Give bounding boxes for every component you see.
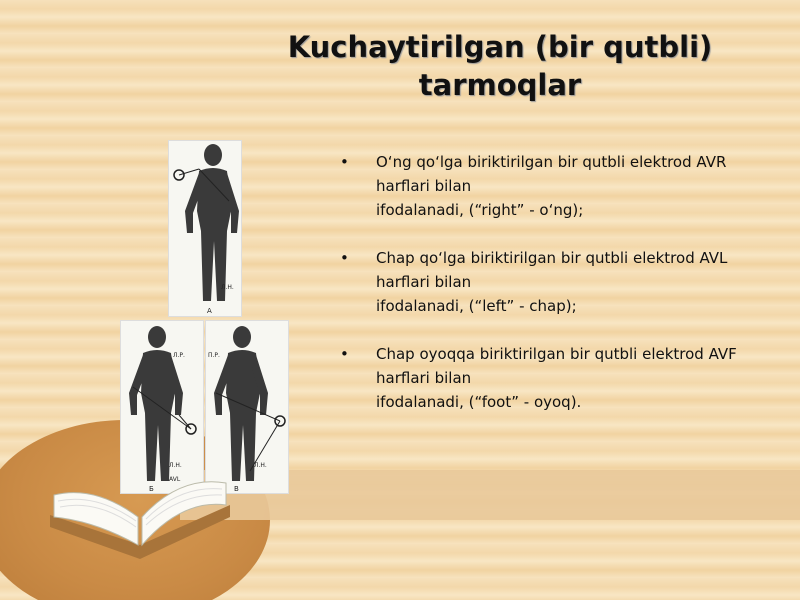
human-figure-diagram bbox=[169, 141, 241, 316]
bullet-line: ifodalanadi, (“left” - chap); bbox=[376, 297, 577, 315]
figure-b-label-leg: Л.Н. bbox=[169, 462, 182, 469]
bullet-item-avf bbox=[340, 342, 780, 414]
figure-c-label-top: П.Р. bbox=[208, 352, 220, 359]
figure-b-label-top: Л.Р. bbox=[173, 352, 185, 359]
slide-title bbox=[240, 28, 760, 104]
bullet-line: O‘ng qo‘lga biriktirilgan bir qutbli elektrod AVR bbox=[376, 153, 727, 171]
bullet-item-avr bbox=[340, 150, 780, 222]
bullet-line: harflari bilan bbox=[376, 273, 472, 291]
figure-a-label: Л.Н. bbox=[221, 284, 234, 291]
bullet-line: harflari bilan bbox=[376, 177, 472, 195]
bullet-line: harflari bilan bbox=[376, 369, 472, 387]
bullet-line: ifodalanadi, (“foot” - oyoq). bbox=[376, 393, 582, 411]
figure-b-label-lead: AVL bbox=[169, 476, 181, 483]
bullet-dot: • bbox=[340, 153, 349, 171]
bullet-item-avl bbox=[340, 246, 780, 318]
figure-c-label-leg: Л.Н. bbox=[254, 462, 267, 469]
figure-c-caption: В bbox=[234, 485, 239, 493]
open-book-illustration bbox=[40, 455, 240, 565]
bullet-dot: • bbox=[340, 249, 349, 267]
bullet-line: Chap oyoqqa biriktirilgan bir qutbli elektrod AVF bbox=[376, 345, 737, 363]
bullet-line: Chap qo‘lga biriktirilgan bir qutbli elektrod AVL bbox=[376, 249, 728, 267]
figure-a-caption: А bbox=[207, 307, 212, 315]
figure-avr bbox=[168, 140, 242, 317]
title-line-1: Kuchaytirilgan (bir qutbli) bbox=[287, 30, 713, 64]
bullet-list bbox=[340, 150, 780, 438]
figure-b-caption: Б bbox=[149, 485, 154, 493]
bullet-line: ifodalanadi, (“right” - o‘ng); bbox=[376, 201, 584, 219]
title-line-2: tarmoqlar bbox=[418, 68, 582, 102]
bullet-dot: • bbox=[340, 345, 349, 363]
